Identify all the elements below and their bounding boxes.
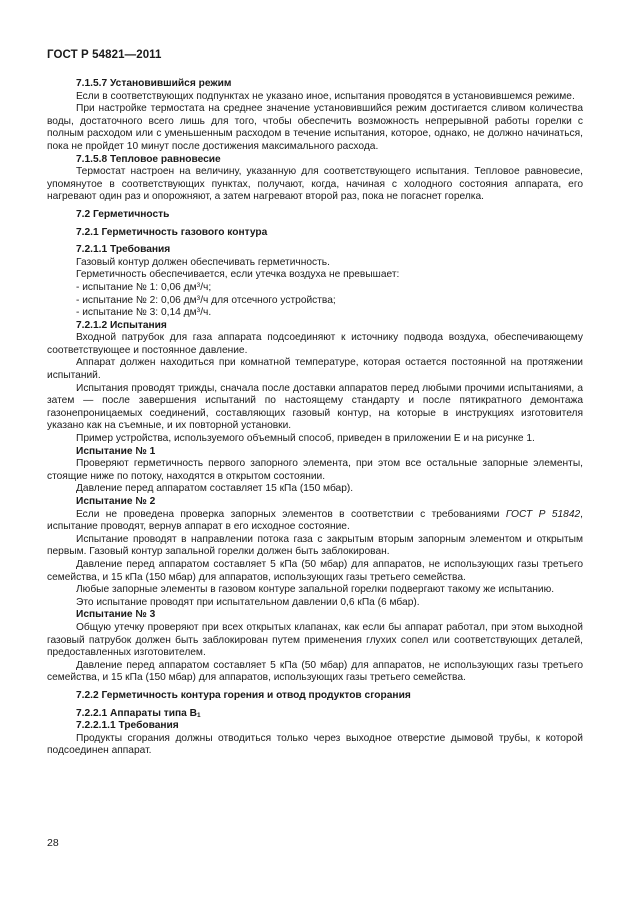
paragraph: Если не проведена проверка запорных элементов в соответствии с требованиями ГОСТ Р 51842, испытание проводят, вернув аппарат в его исходное состояние.: [47, 508, 583, 533]
paragraph: При настройке термостата на среднее значение установившийся режим достигается сливом количества воды, достаточного всего лишь для того, чтобы обеспечить возможность непрерывной работы горелки с полным расходом или с уменьшенным расходом в течение испытания, которое, однако, не должно начинаться, пока не пройдет 10 минут после достижения максимального расхода.: [47, 103, 583, 152]
section-heading: Испытание № 3: [76, 609, 156, 621]
paragraph: Давление перед аппаратом составляет 5 кПа (50 мбар) для аппаратов, не использующих газы третьего семейства, и 15 кПа (150 мбар) для аппаратов, использующих газы третьего семейства.: [47, 659, 583, 684]
section-heading: 7.2.2.1 Аппараты типа $B_1$: [76, 707, 201, 719]
paragraph: Если в соответствующих подпунктах не указано иное, испытания проводятся в установившемся режиме.: [76, 90, 575, 102]
section-heading: 7.2.2.1.1 Требования: [76, 720, 179, 732]
paragraph: Проверяют герметичность первого запорного элемента, при этом все остальные запорные элементы, стоящие ниже по потоку, находятся в открытом состоянии.: [47, 458, 583, 482]
page-number: 28: [47, 837, 59, 849]
document-body: [47, 78, 583, 758]
section-heading: 7.2.1 Герметичность газового контура: [76, 226, 268, 238]
paragraph: Газовый контур должен обеспечивать герметичность.: [76, 256, 330, 268]
paragraph: Это испытание проводят при испытательном давлении 0,6 кПа (6 мбар).: [76, 596, 420, 608]
paragraph: Пример устройства, используемого объемный способ, приведен в приложении Е и на рисунке 1.: [76, 433, 535, 445]
document-header: ГОСТ Р 54821—2011: [47, 49, 162, 61]
section-heading: 7.1.5.8 Тепловое равновесие: [76, 153, 221, 165]
paragraph: Давление перед аппаратом составляет 15 кПа (150 мбар).: [76, 483, 354, 495]
paragraph: Аппарат должен находиться при комнатной температуре, которая остается постоянной на протяжении испытаний.: [47, 357, 583, 382]
paragraph: Продукты сгорания должны отводиться только через выходное отверстие дымовой трубы, к которой подсоединен аппарат.: [47, 732, 583, 757]
section-heading: 7.2.2 Герметичность контура горения и отвод продуктов сгорания: [76, 689, 411, 701]
paragraph: Испытания проводят трижды, сначала после доставки аппаратов перед любыми прочими испытаниями, а затем — после завершения испытаний по настоящему стандарту и после пятикратного демонтажа газонепроницаемых соединений, составляющих газовый контур, на которые в инструкциях изготовителя указано как на съемные, и их повторной установки.: [47, 382, 583, 432]
paragraph: - испытание № 2: 0,06 $дм^3/ч$ для отсечного устройства;: [76, 294, 336, 306]
section-heading: 7.2 Герметичность: [76, 208, 170, 220]
paragraph: - испытание № 1: 0,06 $дм^3/ч$;: [76, 281, 212, 293]
section-heading: Испытание № 1: [76, 445, 156, 457]
paragraph: Любые запорные элементы в газовом контуре запальной горелки подвергают такому же испытанию.: [76, 584, 555, 596]
section-heading: 7.1.5.7 Установившийся режим: [76, 78, 232, 89]
paragraph: Давление перед аппаратом составляет 5 кПа (50 мбар) для аппаратов, не использующих газы третьего семейства, и 15 кПа (150 мбар) для аппаратов, использующих газы третьего семейства.: [47, 558, 583, 583]
paragraph: Входной патрубок для газа аппарата подсоединяют к источнику подвода воздуха, обеспечивающему соответствующее и постоянное давление.: [47, 332, 583, 356]
paragraph: Испытание проводят в направлении потока газа с закрытым вторым запорным элементом и открытым первым. Газовый контур запальной горелки должен быть заблокирован.: [47, 533, 583, 558]
paragraph: Герметичность обеспечивается, если утечка воздуха не превышает:: [76, 269, 400, 281]
section-heading: 7.2.1.1 Требования: [76, 244, 171, 256]
section-heading: Испытание № 2: [76, 496, 156, 507]
paragraph: Общую утечку проверяют при всех открытых клапанах, как если бы аппарат работал, при этом выходной газовый патрубок должен быть заблокирован путем применения глухих сопел или соответствующих деталей, предоставленных изготовителем.: [47, 621, 583, 659]
paragraph: - испытание № 3: 0,14 $дм^3/ч$.: [76, 307, 212, 319]
paragraph: Термостат настроен на величину, указанную для соответствующего испытания. Тепловое равновесие, упомянутое в соответствующих пунктах, получают, когда, начиная с холодного состояния аппарата, его нагревают один раз и опорожняют, а затем нагревают второй раз, пока не погаснет горелка.: [47, 166, 583, 203]
section-heading: 7.2.1.2 Испытания: [76, 319, 167, 331]
